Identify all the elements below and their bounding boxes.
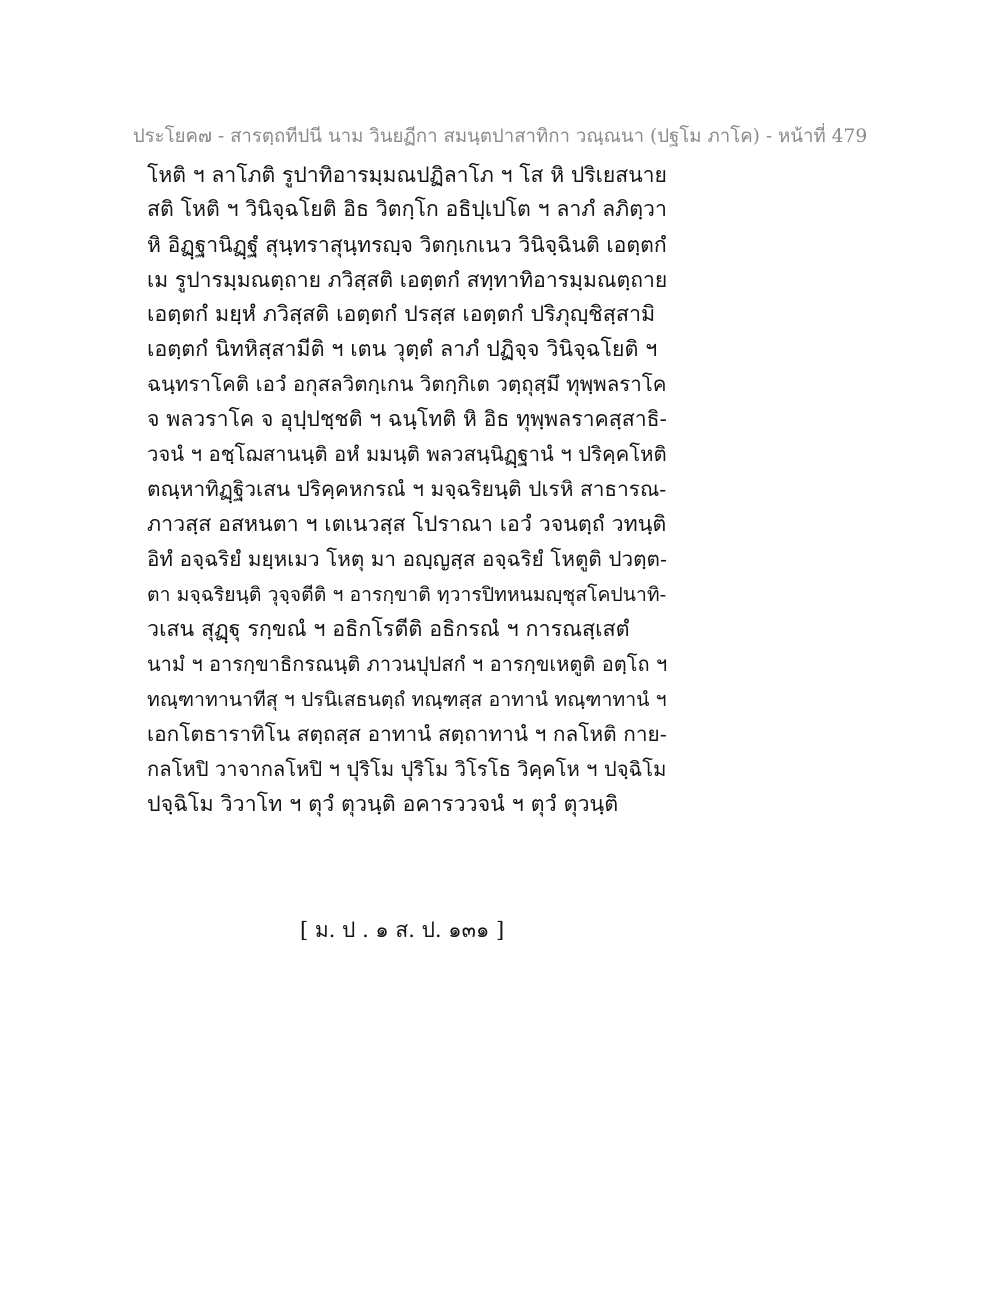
text-line: เม รูปารมฺมณตฺถาย ภวิสฺสติ เอตฺตกํ สทฺทาทิอารมฺมณตฺถาย <box>147 267 668 292</box>
text-line: หิ อิฏฺฐานิฏฺฐํ สุนฺทราสุนฺทรญฺจ วิตกฺเกเนว วินิจฺฉินติ เอตฺตกํ <box>147 232 667 257</box>
text-line: ตณฺหาทิฏฺฐิวเสน ปริคฺคหกรณํ ฯ มจฺฉริยนฺติ ปเรหิ สาธารณ- <box>147 477 667 501</box>
text-line: เอตฺตกํ มยฺหํ ภวิสฺสติ เอตฺตกํ ปรสฺส เอตฺตกํ ปริภุญฺชิสฺสามิ <box>147 302 656 327</box>
text-line: นามํ ฯ อารกฺขาธิกรณนฺติ ภาวนปุปสกํ ฯ อารกฺขเหตูติ อตฺโถ ฯ <box>147 652 668 676</box>
text-line: กลโหปิ วาจากลโหปิ ฯ ปุริโม ปุริโม วิโรโธ วิคฺคโห ฯ ปจฺฉิโม <box>147 757 667 781</box>
text-line: โหติ ฯ ลาโภติ รูปาทิอารมฺมณปฏิลาโภ ฯ โส หิ ปริเยสนาย <box>147 162 667 187</box>
page-header: ประโยค๗ - สารตฺถทีปนี นาม วินยฏีกา สมนฺตปาสาทิกา วณฺณนา (ปฐโม ภาโค) - หน้าที่ 479 <box>132 126 868 147</box>
text-line: ฉนฺทราโคติ เอวํ อกุสลวิตกฺเกน วิตกฺกิเต วตฺถุสฺมึ ทุพฺพลราโค <box>147 372 667 396</box>
text-line: วเสน สุฏฺฐุ รกฺขณํ ฯ อธิกโรตีติ อธิกรณํ ฯ การณสฺเสตํ <box>147 617 630 642</box>
text-line: เอตฺตกํ นิทหิสฺสามีติ ฯ เตน วุตฺตํ ลาภํ ปฏิจฺจ วินิจฺฉโยติ ฯ <box>147 337 658 362</box>
text-line: ทณฺฑาทานาทีสุ ฯ ปรนิเสธนตฺถํ ทณฺฑสฺส อาทานํ ทณฺฑาทานํ ฯ <box>147 688 667 711</box>
text-line: ภาวสฺส อสหนตา ฯ เตเนวสฺส โปราณา เอวํ วจนตฺถํ วทนฺติ <box>147 512 667 537</box>
text-line: ปจฺฉิโม วิวาโท ฯ ตุวํ ตุวนฺติ อคารววจนํ ฯ ตุวํ ตุวนฺติ <box>147 792 619 817</box>
text-line: ตา มจฺฉริยนฺติ วุจฺจตีติ ฯ อารกฺขาติ ทฺวารปิทหนมญฺชุสโคปนาทิ- <box>147 583 667 606</box>
reference-citation: [ ม. ป . ๑ ส. ป. ๑๓๑ ] <box>300 918 505 942</box>
text-line: สติ โหติ ฯ วินิจฺฉโยติ อิธ วิตกฺโก อธิปฺเปโต ฯ ลาภํ ลภิตฺวา <box>147 197 667 222</box>
body-text <box>147 157 667 822</box>
text-line: วจนํ ฯ อชฺโฌสานนฺติ อหํ มมนฺติ พลวสนฺนิฏฺฐานํ ฯ ปริคฺคโหติ <box>147 442 667 466</box>
text-line: จ พลวราโค จ อุปฺปชฺชติ ฯ ฉนฺโทติ หิ อิธ ทุพฺพลราคสฺสาธิ- <box>147 407 667 432</box>
text-line: เอกโตธาราทิโน สตฺถสฺส อาทานํ สตฺถาทานํ ฯ กลโหติ กาย- <box>147 722 667 746</box>
text-line: อิทํ อจฺฉริยํ มยฺหเมว โหตุ มา อญฺญสฺส อจฺฉริยํ โหตูติ ปวตฺต- <box>147 547 667 571</box>
